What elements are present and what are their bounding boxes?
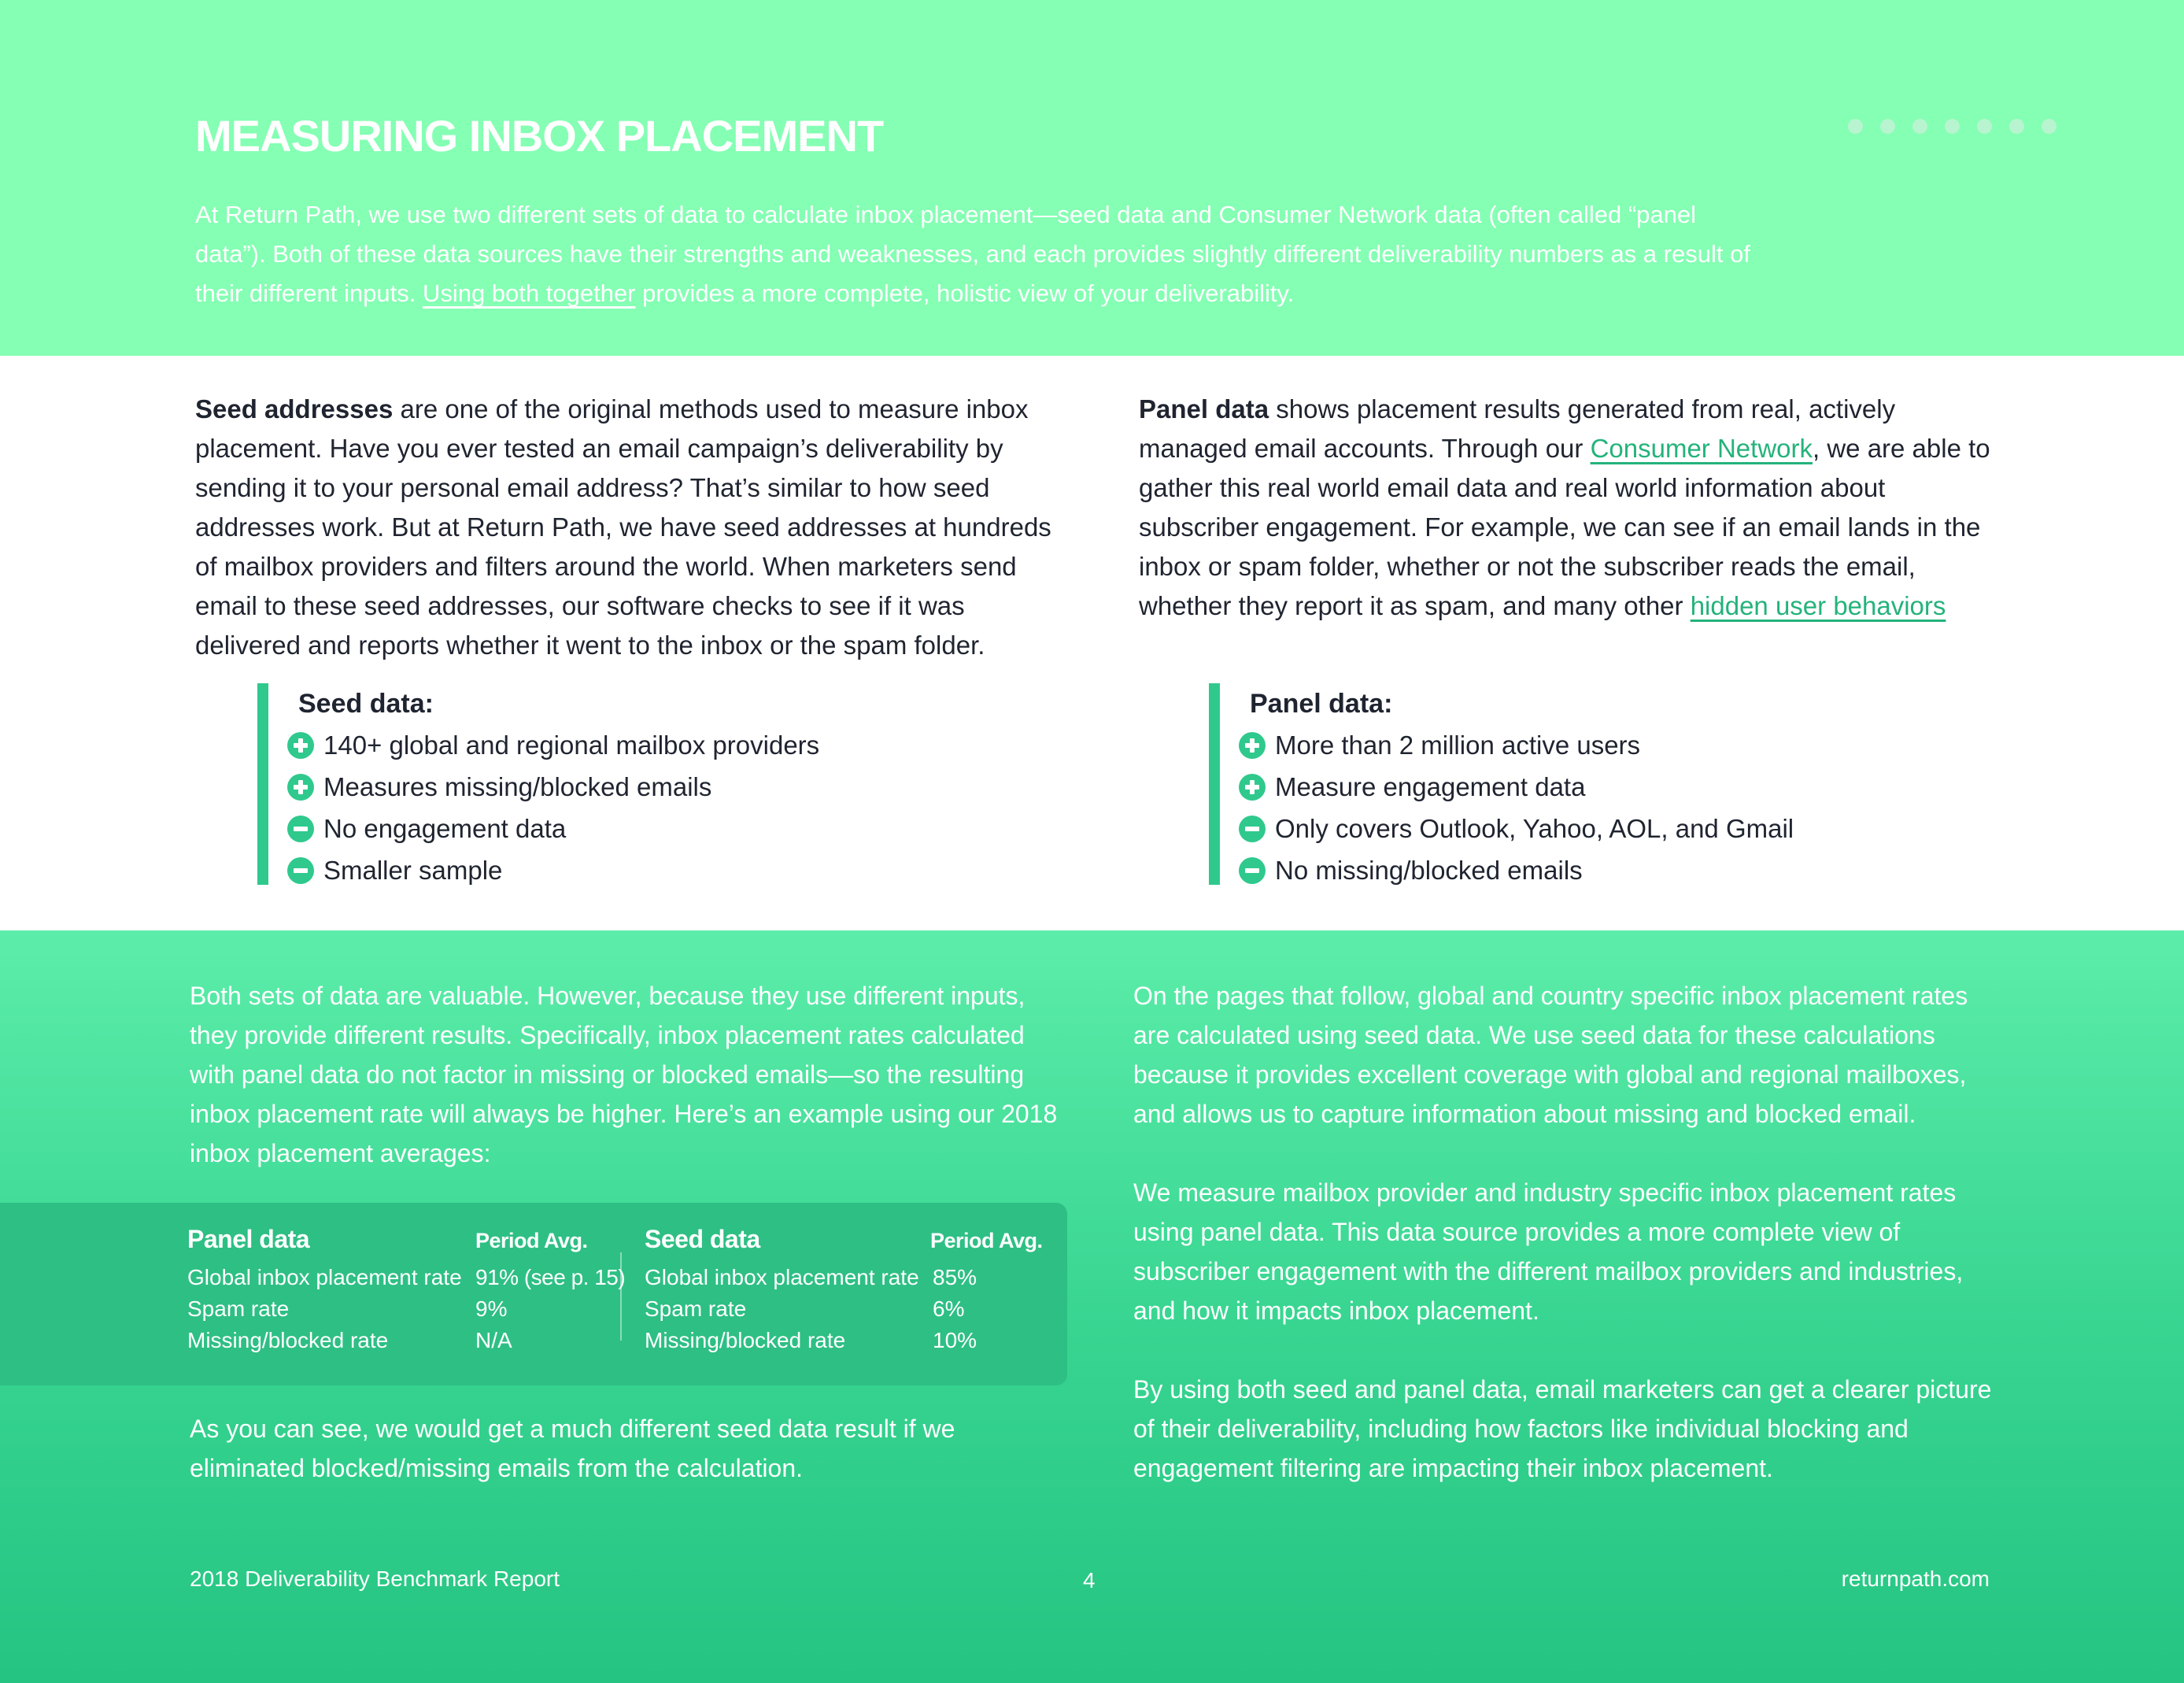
table-cell: 9%: [475, 1296, 508, 1321]
list-item: [287, 849, 977, 891]
minus-icon: [1239, 857, 1266, 884]
list-item: [1239, 766, 2007, 808]
list-item: [287, 766, 977, 808]
dot-icon: [2009, 119, 2024, 134]
consumer-network-link[interactable]: Consumer Network: [1590, 434, 1813, 463]
table-cell: N/A: [475, 1328, 512, 1352]
list-item: [1239, 808, 2007, 849]
list-item-text: No engagement data: [323, 813, 567, 843]
panel-text: shows placement results generated from real, actively managed email accounts. Through our: [1139, 394, 1896, 463]
footer-report-title: 2018 Deliverability Benchmark Report: [190, 1566, 560, 1591]
table-cell: Missing/blocked rate: [645, 1328, 846, 1352]
table-cell: Global inbox placement rate: [645, 1265, 919, 1289]
table-cell: Missing/blocked rate: [187, 1328, 389, 1352]
bottom-right-paragraph-3: By using both seed and panel data, email marketers can get a clearer picture of their deliverability, including how factors like individual blocking and engagement filtering are impacting their inbox placement.: [1133, 1375, 1992, 1482]
list-item-text: No missing/blocked emails: [1275, 855, 1583, 885]
list-item-text: Measure engagement data: [1275, 771, 1586, 801]
panel-text-2: , we are able to gather this real world email data and real world information about subscriber engagement. For example, we can see if an email lands in the inbox or spam folder, whether or not the subscriber reads the email, whether they report it as spam, and many other: [1139, 434, 1990, 620]
dot-icon: [1977, 119, 1992, 134]
list-item: [1239, 849, 2007, 891]
bottom-right-paragraph-2: We measure mailbox provider and industry specific inbox placement rates using panel data. This data source provides a more complete view of subscriber engagement with the different mailbox providers and industries, and how it impacts inbox placement.: [1133, 1178, 1964, 1325]
footer-page-number: 4: [1083, 1568, 1096, 1592]
table-panel-period-header: Period Avg.: [475, 1229, 588, 1252]
bottom-left-paragraph: Both sets of data are valuable. However, because they use different inputs, they provide different results. Specifically, inbox placement rates calculated with panel data do not factor in missing or blocked emails—so the resulting inbox placement rate will always be higher. Here’s an example using our 2018 inbox placement averages:: [190, 982, 1058, 1167]
seed-data-list: [257, 683, 977, 885]
panel-data-list: [1209, 683, 2007, 885]
seed-lead: Seed addresses: [195, 394, 394, 424]
intro-text: At Return Path, we use two different sets of data to calculate inbox placement—seed data and Consumer Network data (often called “panel data”). Both of these data sources have their strengths and weaknesses, and each provides slightly different deliverability numbers as a result of their different inputs.: [195, 201, 1750, 307]
plus-icon: [287, 732, 314, 759]
table-cell: 85%: [933, 1265, 977, 1289]
panel-list-title: Panel data:: [1250, 689, 1393, 719]
minus-icon: [287, 857, 314, 884]
dot-icon: [1945, 119, 1960, 134]
minus-icon: [1239, 816, 1266, 842]
table-cell: 10%: [933, 1328, 977, 1352]
bottom-left-paragraph-2: As you can see, we would get a much different seed data result if we eliminated blocked/missing emails from the calculation.: [190, 1415, 955, 1482]
list-item-text: Smaller sample: [323, 855, 503, 885]
panel-description: [1139, 390, 2005, 626]
plus-icon: [1239, 732, 1266, 759]
table-seed-header: Seed data: [645, 1225, 760, 1253]
dot-icon: [2042, 119, 2057, 134]
footer-website-link[interactable]: returnpath.com: [1841, 1566, 1990, 1591]
table-seed-period-header: Period Avg.: [930, 1229, 1043, 1252]
panel-lead: Panel data: [1139, 394, 1269, 424]
table-cell: Spam rate: [187, 1296, 290, 1321]
dot-icon: [1880, 119, 1895, 134]
dot-icon: [1848, 119, 1863, 134]
table-divider: [620, 1252, 622, 1341]
list-item: [1239, 724, 2007, 766]
seed-list-title: Seed data:: [298, 689, 434, 719]
table-cell: 6%: [933, 1296, 965, 1321]
decorative-dots: [1848, 119, 2057, 134]
using-both-together-link[interactable]: Using both together: [422, 279, 636, 307]
seed-text: are one of the original methods used to measure inbox placement. Have you ever tested an email campaign’s deliverability by sending it to your personal email address? That’s similar to how seed addresses work. But at Return Path, we have seed addresses at hundreds of mailbox providers and filters around the world. When marketers send email to these seed addresses, our software checks to see if it was delivered and reports whether it went to the inbox or the spam folder.: [195, 394, 1051, 660]
list-item-text: More than 2 million active users: [1275, 730, 1641, 760]
hidden-user-behaviors-link[interactable]: hidden user behaviors: [1690, 591, 1946, 620]
list-item-text: 140+ global and regional mailbox providers: [323, 730, 820, 760]
intro-text-end: provides a more complete, holistic view of your deliverability.: [635, 279, 1295, 307]
minus-icon: [287, 816, 314, 842]
list-item-text: Measures missing/blocked emails: [323, 771, 712, 801]
intro-paragraph: [195, 195, 1769, 313]
table-cell: Global inbox placement rate: [187, 1265, 462, 1289]
table-panel-header: Panel data: [187, 1225, 310, 1253]
table-cell: 91% (see p. 15): [475, 1265, 626, 1289]
seed-description: [195, 390, 1061, 665]
plus-icon: [1239, 774, 1266, 801]
table-cell: Spam rate: [645, 1296, 747, 1321]
dot-icon: [1912, 119, 1927, 134]
plus-icon: [287, 774, 314, 801]
list-item: [287, 808, 977, 849]
bottom-right-paragraph-1: On the pages that follow, global and country specific inbox placement rates are calculated using seed data. We use seed data for these calculations because it provides excellent coverage with global and regional mailboxes, and allows us to capture information about missing and blocked email.: [1133, 982, 1968, 1128]
list-item: [287, 724, 977, 766]
page-title: MEASURING INBOX PLACEMENT: [195, 111, 884, 161]
list-item-text: Only covers Outlook, Yahoo, AOL, and Gmail: [1275, 813, 1794, 843]
